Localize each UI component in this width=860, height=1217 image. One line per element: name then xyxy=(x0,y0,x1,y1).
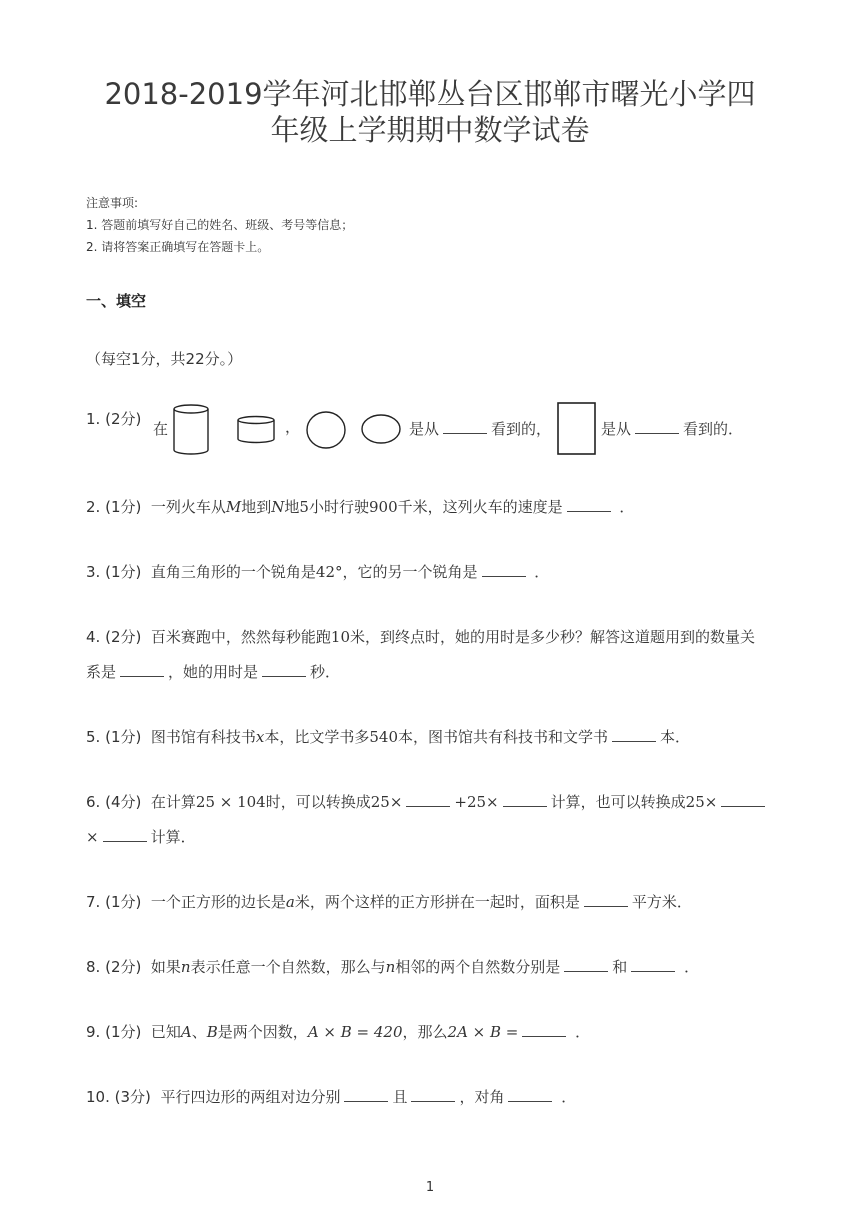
question-4-line2: 系是 ，她的用时是 秒． xyxy=(86,663,341,681)
question-2: 2. (1分) 一列火车从M地到N地5小时行驶900千米，这列火车的速度是 ． xyxy=(86,498,635,516)
question-3: 3. (1分) 直角三角形的一个锐角是42°，它的另一个锐角是 ． xyxy=(86,563,550,581)
notes-item-1: 1. 答题前填写好自己的姓名、班级、考号等信息； xyxy=(86,218,354,232)
q3-blank[interactable] xyxy=(482,562,526,577)
q10-blank-3[interactable] xyxy=(508,1087,552,1102)
notes-heading: 注意事项: xyxy=(86,196,139,210)
q1-text-in: 在 xyxy=(153,420,169,438)
page-number: 1 xyxy=(425,1180,435,1195)
question-4: 4. (2分) 百米赛跑中，然然每秒能跑10米，到终点时，她的用时是多少秒？解答这道题用到的数量关 xyxy=(86,628,756,646)
q8-blank-2[interactable] xyxy=(631,957,675,972)
circle-figure xyxy=(305,410,349,450)
q7-blank[interactable] xyxy=(584,892,628,907)
ellipse-figure xyxy=(360,412,404,446)
question-8: 8. (2分) 如果n表示任意一个自然数，那么与n相邻的两个自然数分别是 和 ． xyxy=(86,958,700,976)
q1-text-b: 是从 看到的． xyxy=(601,420,744,438)
short-cylinder-figure xyxy=(236,415,278,445)
q4-blank-2[interactable] xyxy=(262,662,306,677)
tall-cylinder-figure xyxy=(172,403,212,457)
question-6: 6. (4分) 在计算25 × 104时，可以转换成25× +25× 计算，也可以转换成25× xyxy=(86,785,769,819)
q4-blank-1[interactable] xyxy=(120,662,164,677)
q1-blank-2[interactable] xyxy=(635,419,679,434)
q5-blank[interactable] xyxy=(612,727,656,742)
q6-blank-1[interactable] xyxy=(406,792,450,807)
scoring-note: （每空1分，共22分。） xyxy=(86,350,243,368)
section-title: 一、填空 xyxy=(86,292,147,310)
q6-blank-2[interactable] xyxy=(503,792,547,807)
q6-blank-3[interactable] xyxy=(721,792,765,807)
question-6-line2: × 计算． xyxy=(86,828,196,846)
q2-blank[interactable] xyxy=(567,497,611,512)
q6-blank-4[interactable] xyxy=(103,827,147,842)
q1-comma: ， xyxy=(285,418,301,436)
question-7: 7. (1分) 一个正方形的边长是a米，两个这样的正方形拼在一起时，面积是 平方米． xyxy=(86,893,692,911)
q1-text-a: 是从 看到的， xyxy=(409,420,552,438)
page-title-line1: 2018-2019学年河北邯郸丛台区邯郸市曙光小学四 xyxy=(104,77,756,111)
q10-blank-2[interactable] xyxy=(411,1087,455,1102)
q9-blank[interactable] xyxy=(522,1022,566,1037)
notes-item-2: 2. 请将答案正确填写在答题卡上。 xyxy=(86,240,270,254)
q1-blank-1[interactable] xyxy=(443,419,487,434)
page-title-line2: 年级上学期期中数学试卷 xyxy=(270,113,590,147)
rectangle-figure xyxy=(556,401,598,457)
notes xyxy=(86,192,353,258)
question-9: 9. (1分) 已知A、B是两个因数，A × B = 420，那么2A × B = ． xyxy=(86,1023,591,1041)
question-5: 5. (1分) 图书馆有科技书x本，比文学书多540本，图书馆共有科技书和文学书 本． xyxy=(86,728,691,746)
q10-blank-1[interactable] xyxy=(344,1087,388,1102)
q8-blank-1[interactable] xyxy=(564,957,608,972)
q1-number: 1. (2分) xyxy=(86,410,142,428)
question-10: 10. (3分) 平行四边形的两组对边分别 且 ，对角 ． xyxy=(86,1088,577,1106)
